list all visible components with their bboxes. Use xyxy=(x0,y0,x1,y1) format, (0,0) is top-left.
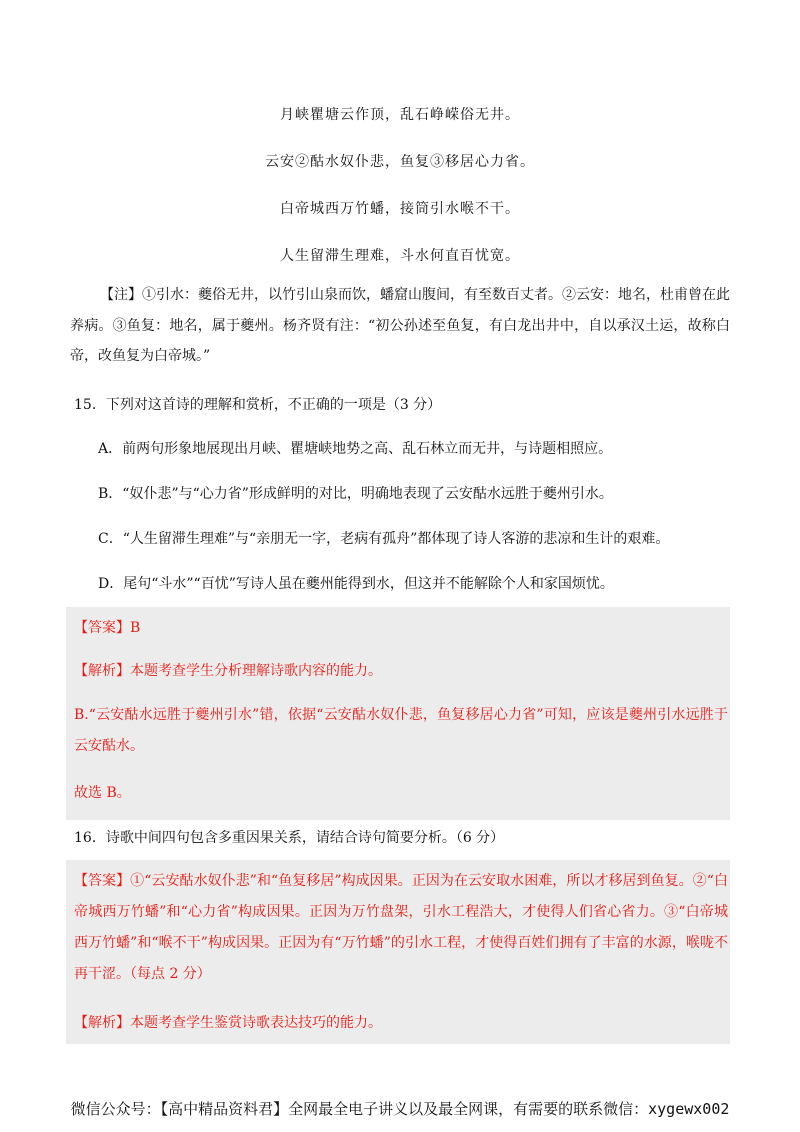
question-16-answer: 【答案】①“云安酤水奴仆悲”和“鱼复移居”构成因果。正因为在云安取水困难，所以才移居到鱼复。②“白帝城西万竹蟠”和“心力省”构成因果。正因为万竹盘架，引水工程浩大，才使得人们省心省力。③“白帝城西万竹蟠”和“喉不干”构成因果。正因为有“万竹蟠”的引水工程，才使得百姓们拥有了丰富的水源，喉咙不再干涩。（每点 2 分） xyxy=(74,873,728,982)
footer-wechat-id: xygewx002 xyxy=(648,1100,730,1118)
question-15-answer: 【答案】B xyxy=(74,620,141,636)
question-15-option-a: A．前两句形象地展现出月峡、瞿塘峡地势之高、乱石林立而无井，与诗题相照应。 xyxy=(98,441,613,457)
question-15-option-c: C．“人生留滞生理难”与“亲朋无一字，老病有孤舟”都体现了诗人客游的悲凉和生计的艰难。 xyxy=(98,531,670,547)
question-15-analysis-title xyxy=(74,660,726,680)
question-16-stem: 16．诗歌中间四句包含多重因果关系，请结合诗句简要分析。（6 分） xyxy=(74,830,505,846)
question-15-option-d: D．尾句“斗水”“百忧”写诗人虽在夔州能得到水，但这并不能解除个人和家国烦忧。 xyxy=(98,576,614,592)
footer-text: 微信公众号：【高中精品资料君】全网最全电子讲义以及最全网课，有需要的联系微信： xyxy=(70,1100,649,1118)
analysis-tag: 【解析】本题考查学生分析理解诗歌内容的能力。 xyxy=(74,663,382,679)
note-tag: 【注】 xyxy=(100,287,142,303)
annotation-note xyxy=(70,280,730,372)
page-footer xyxy=(0,1098,800,1119)
poem-line-3: 白帝城西万竹蟠，接筒引水喉不干。 xyxy=(280,201,520,217)
question-15-option-b: B．“奴仆悲”与“心力省”形成鲜明的对比，明确地表现了云安酤水远胜于夔州引水。 xyxy=(98,486,613,502)
poem-line-1: 月峡瞿塘云作顶，乱石峥嵘俗无井。 xyxy=(280,107,520,123)
question-16-analysis: 【解析】本题考查学生鉴赏诗歌表达技巧的能力。 xyxy=(74,1015,382,1031)
poem-line-2: 云安②酤水奴仆悲，鱼复③移居心力省。 xyxy=(265,154,535,170)
note-text: ①引水：夔俗无井，以竹引山泉而饮，蟠窟山腹间，有至数百丈者。②云安：地名，杜甫曾在此养病。③鱼复：地名，属于夔州。杨齐贤有注：“初公孙述至鱼复，有白龙出井中，自以承汉土运，故称白帝，改鱼复为白帝城。” xyxy=(70,287,730,364)
question-15-choice: 故选 B。 xyxy=(74,785,131,801)
question-15-stem: 15．下列对这首诗的理解和赏析，不正确的一项是（3 分） xyxy=(74,397,442,413)
poem-line-4: 人生留滞生理难，斗水何直百忧宽。 xyxy=(280,248,520,264)
question-15-analysis-body: B.“云安酤水远胜于夔州引水”错，依据“云安酤水奴仆悲，鱼复移居心力省”可知，应该是夔州引水远胜于云安酤水。 xyxy=(74,707,728,754)
